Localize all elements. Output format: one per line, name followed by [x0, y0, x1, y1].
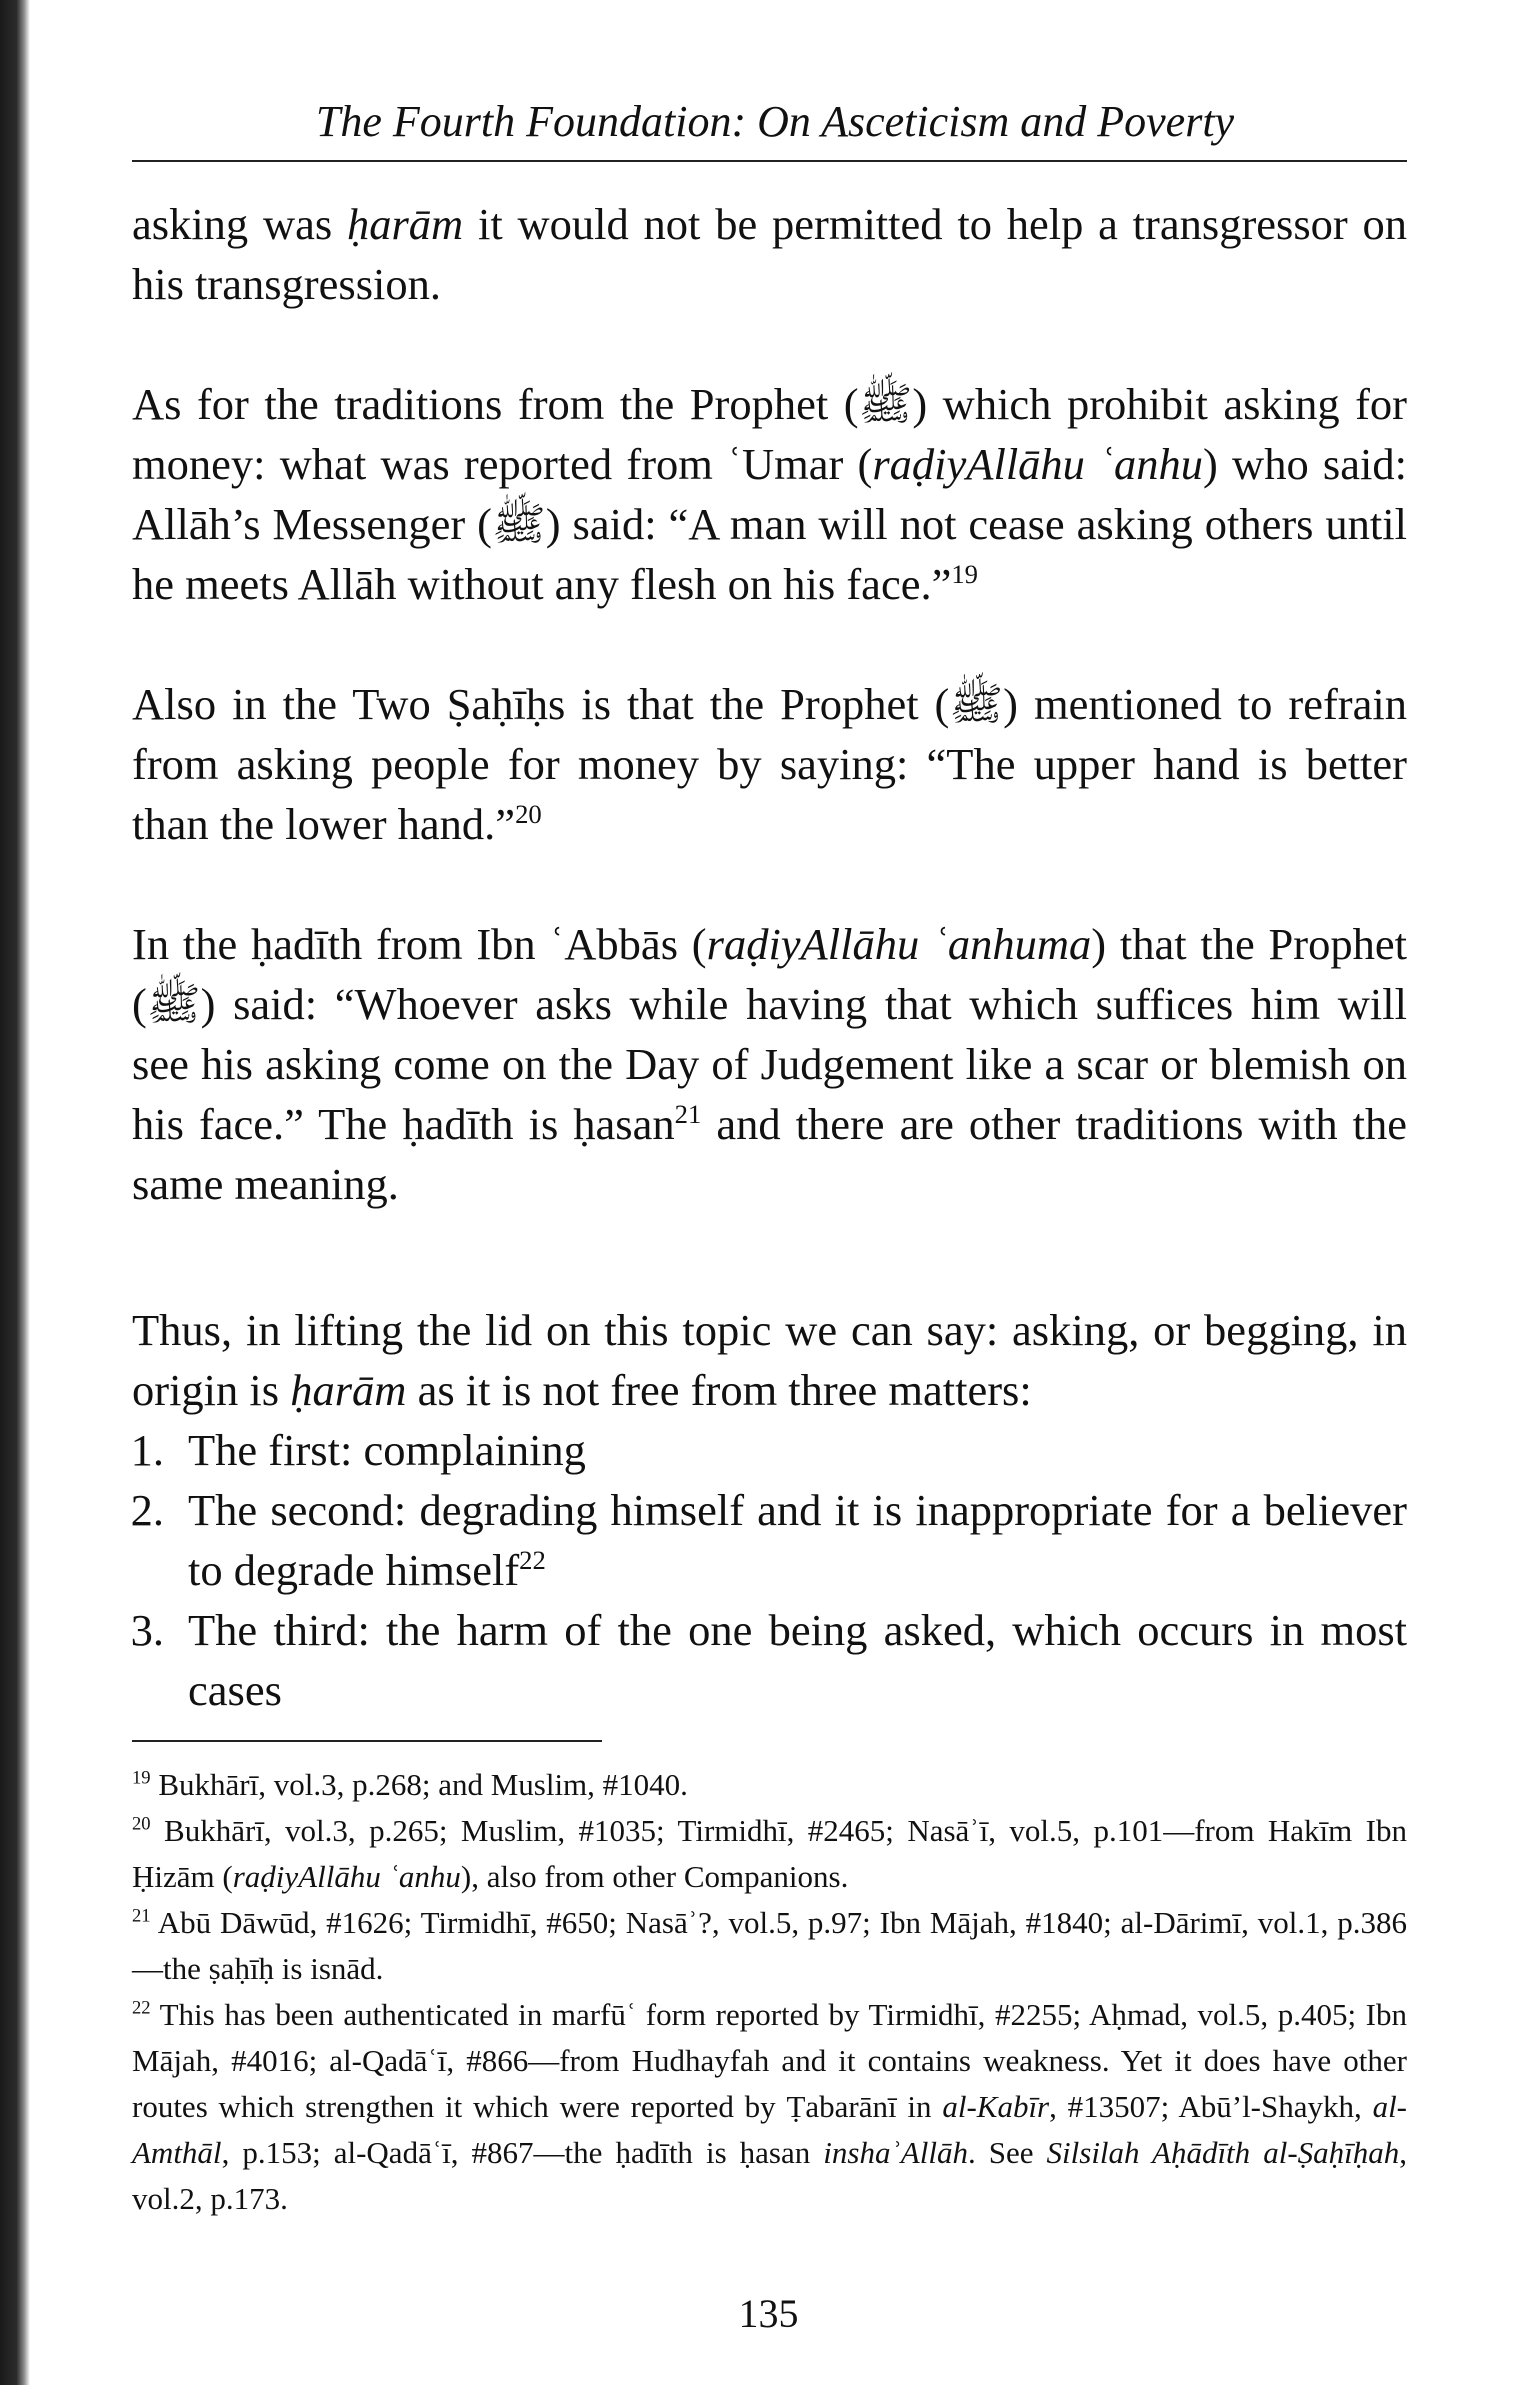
- footnotes: [132, 1762, 1407, 2222]
- footnote-21: $^{21}$ Abū Dāwūd, #1626; Tirmidhī, #650; Nasāʾ?, vol.5, p.97; Ibn Mājah, #1840; al-Dārimī, vol.1, p.386—the ṣaḥīḥ is isnād.: [132, 1905, 1407, 1986]
- list-item: 2. The second: degrading himself and it is inappropriate for a believer to degrade himself$^{22}$: [130, 1485, 1407, 1595]
- paragraph-3: Also in the Two Ṣaḥīḥs is that the Prophet (ﷺ) mentioned to refrain from asking people for money by saying: “The upper hand is better than the lower hand.”$^{20}$: [132, 679, 1407, 849]
- paragraph-5: Thus, in lifting the lid on this topic we can say: asking, or begging, in origin is ḥarām as it is not free from three matters:: [132, 1305, 1407, 1415]
- footnote-ref-22: 22: [519, 1545, 546, 1576]
- paragraph-1: asking was ḥarām it would not be permitted to help a transgressor on his transgression.: [132, 199, 1408, 309]
- book-binding-shadow: [0, 0, 30, 2385]
- paragraph-2: As for the traditions from the Prophet (ﷺ) which prohibit asking for money: what was reported from ʿUmar (raḍiyAllāhu ʿanhu) who said: Allāh’s Messenger (ﷺ) said: “A man will not cease asking others until he meets Allāh without any flesh on his face.”$^{19}$: [132, 379, 1408, 609]
- footnote-20: $^{20}$ Bukhārī, vol.3, p.265; Muslim, #1035; Tirmidhī, #2465; Nasāʾī, vol.5, p.101—from Hakīm Ibn Ḥizām (raḍiyAllāhu ʿanhu), also from other Companions.: [132, 1813, 1407, 1894]
- main-text: [132, 194, 1407, 1720]
- footnote-19: $^{19}$ Bukhārī, vol.3, p.268; and Muslim, #1040.: [132, 1767, 688, 1802]
- running-header: The Fourth Foundation: On Asceticism and Poverty: [315, 97, 1235, 146]
- header-rule: [132, 160, 1407, 162]
- footnote-ref-20: 20: [515, 799, 542, 830]
- list-item: 3. The third: the harm of the one being asked, which occurs in most cases: [130, 1605, 1407, 1715]
- page-number: 135: [738, 2291, 799, 2336]
- footnote-rule: [132, 1740, 602, 1742]
- footnote-22: $^{22}$ This has been authenticated in marfūʿ form reported by Tirmidhī, #2255; Aḥmad, vol.5, p.405; Ibn Mājah, #4016; al-Qadāʿī, #866—from Hudhayfah and it contains weakness. Yet it does have other routes which strengthen it which were reported by Ṭabarānī in al-Kabīr, #13507; Abū’l-Shaykh, al-Amthāl, p.153; al-Qadāʿī, #867—the ḥadīth is ḥasan inshaʾAllāh. See Silsilah Aḥādīth al-Ṣaḥīḥah, vol.2, p.173.: [132, 1997, 1408, 2216]
- footnote-ref-21: 21: [674, 1099, 702, 1130]
- footnote-ref-19: 19: [951, 559, 979, 590]
- numbered-list: [132, 1420, 1407, 1720]
- list-item: 1. The first: complaining: [130, 1425, 586, 1475]
- paragraph-4: In the ḥadīth from Ibn ʿAbbās (raḍiyAllāhu ʿanhuma) that the Prophet (ﷺ) said: “Whoever asks while having that which suffices him will see his asking come on the Day of Judgement like a scar or blemish on his face.” The ḥadīth is ḥasan$^{21}$ and there are other traditions with the same meaning.: [132, 919, 1407, 1209]
